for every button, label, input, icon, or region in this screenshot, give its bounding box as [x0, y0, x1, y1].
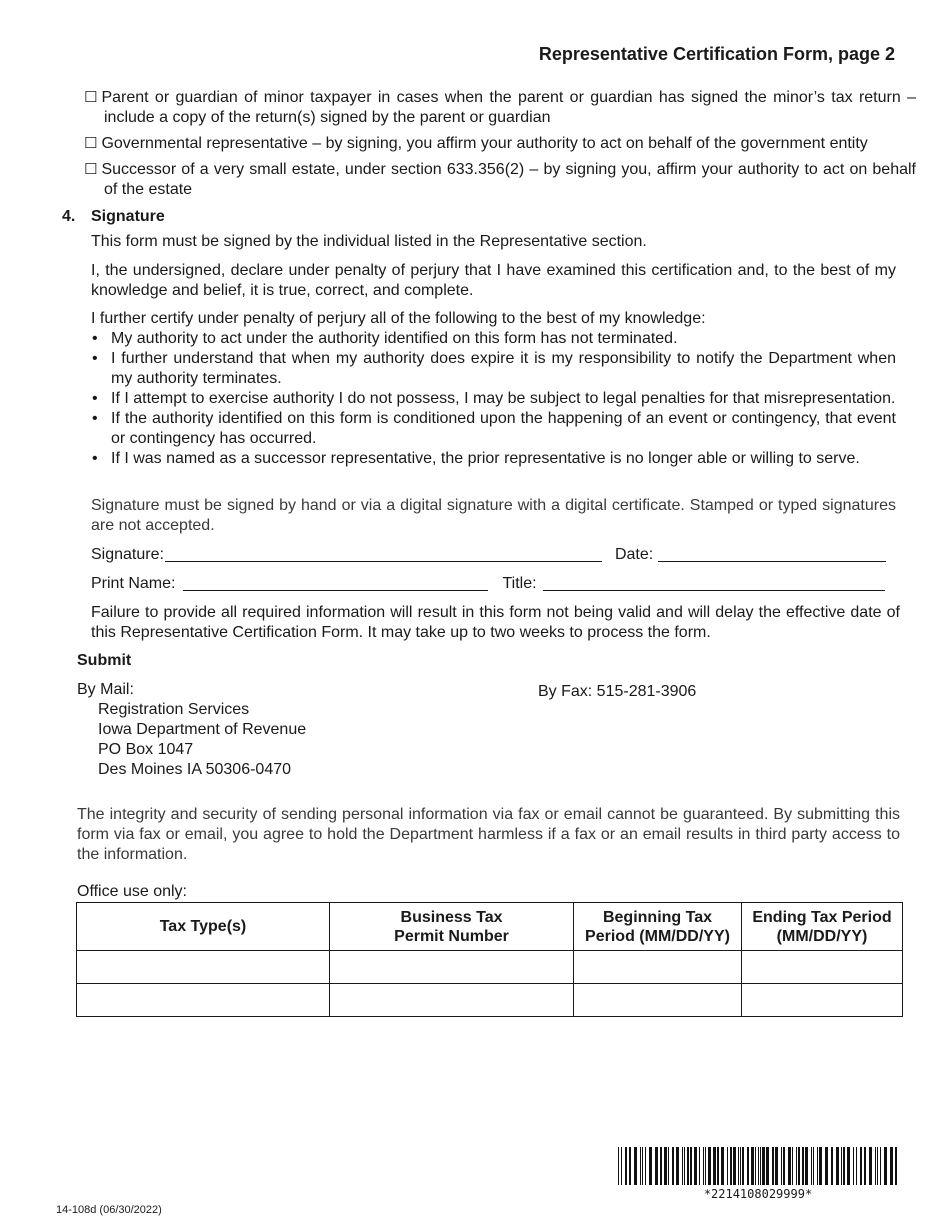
checkbox-parent-guardian[interactable] [84, 87, 916, 128]
barcode-bar [703, 1147, 704, 1185]
table-cell[interactable] [742, 984, 903, 1017]
office-use-label: Office use only: [77, 883, 187, 900]
fax-number: By Fax: 515-281-3906 [538, 683, 697, 700]
checkbox-icon[interactable]: ☐ [84, 134, 98, 152]
table-row [77, 984, 903, 1017]
name-title-row [91, 574, 896, 594]
barcode-bar [708, 1147, 711, 1185]
barcode-bar [747, 1147, 749, 1185]
barcode-bar [660, 1147, 662, 1185]
barcode-bar [664, 1147, 667, 1185]
barcode-bar [642, 1147, 643, 1185]
table-cell[interactable] [574, 951, 742, 984]
barcode-bar [629, 1147, 631, 1185]
print-name-field[interactable] [183, 575, 488, 591]
list-item: • If I was named as a successor representative, the prior representative is no longer able or willing to serve. [91, 449, 896, 469]
signature-label: Signature: [91, 546, 164, 563]
barcode-bar [895, 1147, 897, 1185]
checkbox-label: Parent or guardian of minor taxpayer in cases when the parent or guardian has signed the minor’s tax return – include a copy of the return(s) signed by the parent or guardian [101, 89, 916, 126]
barcode-bar [621, 1147, 622, 1185]
barcode-bar [825, 1147, 828, 1185]
column-header-ending-period: Ending Tax Period (MM/DD/YY) [742, 903, 903, 951]
mail-label: By Mail: [77, 681, 134, 698]
barcode-bar [884, 1147, 887, 1185]
barcode-bar [841, 1147, 842, 1185]
barcode-bar [847, 1147, 850, 1185]
address-line: Iowa Department of Revenue [98, 721, 307, 738]
certification-list [91, 329, 896, 469]
table-cell[interactable] [574, 984, 742, 1017]
date-label: Date: [614, 546, 654, 563]
barcode-bar [625, 1147, 627, 1185]
list-item: • My authority to act under the authority identified on this form has not terminated. [91, 329, 896, 349]
barcode-bar [751, 1147, 754, 1185]
barcode-bar [856, 1147, 857, 1185]
barcode-bar [877, 1147, 878, 1185]
barcode-bar [738, 1147, 739, 1185]
barcode-bar [802, 1147, 804, 1185]
barcode-bar [811, 1147, 812, 1185]
barcode-bar [875, 1147, 876, 1185]
section-title-signature: Signature [91, 208, 165, 225]
barcode-bar [672, 1147, 674, 1185]
barcode-bar [864, 1147, 866, 1185]
list-item: • I further understand that when my authority does expire it is my responsibility to notify the Department when my authority terminates. [91, 349, 896, 389]
barcode-bar [831, 1147, 833, 1185]
title-label: Title: [502, 575, 537, 592]
further-certify-heading: I further certify under penalty of perjury all of the following to the best of my knowledge: [91, 310, 706, 327]
checkbox-governmental-representative[interactable] [84, 133, 916, 154]
office-use-table [76, 902, 903, 1017]
address-line: Registration Services [98, 701, 250, 718]
fax-email-disclaimer: The integrity and security of sending personal information via fax or email cannot be guaranteed. By submitting this form via fax or email, you agree to hold the Department harmless if a fax or an email results in third party access to the information. [77, 806, 900, 863]
barcode-bar [687, 1147, 689, 1185]
checkbox-label: Successor of a very small estate, under section 633.356(2) – by signing you, affirm your authority to act on behalf of the estate [101, 161, 916, 198]
signature-date-row [91, 545, 896, 565]
checkbox-icon[interactable]: ☐ [84, 88, 98, 106]
barcode-bar [618, 1147, 619, 1185]
barcode-bar [772, 1147, 774, 1185]
table-cell[interactable] [742, 951, 903, 984]
submit-heading: Submit [77, 652, 132, 669]
barcode-bar [860, 1147, 862, 1185]
barcode-bar [788, 1147, 791, 1185]
barcode-bar [690, 1147, 692, 1185]
failure-note: Failure to provide all required information will result in this form not being valid and will delay the effective date of this Representative Certification Form. It may take up to two weeks to process the form. [91, 604, 900, 641]
barcode-bar [740, 1147, 741, 1185]
page-title: Representative Certification Form, page 2 [538, 44, 895, 64]
barcode-bar [733, 1147, 736, 1185]
barcode-bar [798, 1147, 800, 1185]
barcode-bar [819, 1147, 822, 1185]
column-header-permit-number: Business Tax Permit Number [330, 903, 574, 951]
barcode-bar [730, 1147, 732, 1185]
barcode-bar [640, 1147, 641, 1185]
barcode-bar [713, 1147, 716, 1185]
table-cell[interactable] [330, 951, 574, 984]
barcode-bar [783, 1147, 785, 1185]
barcode-bar [758, 1147, 759, 1185]
barcode-bar [705, 1147, 706, 1185]
barcode-bar [742, 1147, 744, 1185]
table-cell[interactable] [77, 984, 330, 1017]
barcode-bar [649, 1147, 652, 1185]
title-field[interactable] [543, 575, 885, 591]
list-item: • If the authority identified on this form is conditioned upon the happening of an event or contingency, that event or contingency has occurred. [91, 409, 896, 449]
barcode-bar [668, 1147, 669, 1185]
barcode-bar [781, 1147, 782, 1185]
signature-intro: This form must be signed by the individual listed in the Representative section. [91, 233, 647, 250]
barcode-bar [843, 1147, 845, 1185]
signature-note: Signature must be signed by hand or via a digital signature with a digital certificate. Stamped or typed signatures are not accepted. [91, 497, 896, 534]
address-line: PO Box 1047 [98, 741, 194, 758]
barcode-bar [796, 1147, 797, 1185]
checkbox-icon[interactable]: ☐ [84, 160, 98, 178]
barcode-bar [813, 1147, 814, 1185]
barcode-image [618, 1147, 898, 1185]
section-number: 4. [62, 208, 76, 225]
barcode-bar [655, 1147, 658, 1185]
barcode-bar [805, 1147, 808, 1185]
mail-address-block [77, 680, 306, 780]
barcode-bar [721, 1147, 724, 1185]
table-cell[interactable] [77, 951, 330, 984]
checkbox-label: Governmental representative – by signing, you affirm your authority to act on behalf of the government entity [101, 135, 868, 152]
barcode-bar [853, 1147, 854, 1185]
address-line: Des Moines IA 50306-0470 [98, 761, 292, 778]
table-row [77, 951, 903, 984]
barcode-bar [634, 1147, 637, 1185]
barcode-bar [717, 1147, 719, 1185]
barcode-bar [817, 1147, 818, 1185]
column-header-tax-type: Tax Type(s) [77, 903, 330, 951]
table-cell[interactable] [330, 984, 574, 1017]
date-field[interactable] [658, 546, 886, 562]
barcode-bar [890, 1147, 893, 1185]
barcode-bar [684, 1147, 685, 1185]
list-item: • If I attempt to exercise authority I do not possess, I may be subject to legal penalties for that misrepresentation. [91, 389, 896, 409]
barcode-bar [766, 1147, 769, 1185]
barcode-bar [792, 1147, 793, 1185]
barcode-bar [755, 1147, 756, 1185]
barcode-bar [699, 1147, 700, 1185]
checkbox-successor-small-estate[interactable] [84, 159, 916, 200]
barcode-bar [762, 1147, 765, 1185]
barcode-bar [760, 1147, 761, 1185]
barcode-number: *2214108029999* [703, 1187, 813, 1201]
barcode-bar [676, 1147, 679, 1185]
barcode-bar [869, 1147, 872, 1185]
barcode-bar [775, 1147, 778, 1185]
barcode-bar [880, 1147, 881, 1185]
barcode-bar [727, 1147, 728, 1185]
barcode-bar [694, 1147, 697, 1185]
barcode-bar [682, 1147, 683, 1185]
column-header-beginning-period: Beginning Tax Period (MM/DD/YY) [574, 903, 742, 951]
barcode-bar [645, 1147, 646, 1185]
print-name-label: Print Name: [91, 575, 176, 592]
table-header-row [77, 903, 903, 951]
perjury-declaration: I, the undersigned, declare under penalty of perjury that I have examined this certification and, to the best of my knowledge and belief, it is true, correct, and complete. [91, 262, 896, 299]
barcode-bar [836, 1147, 839, 1185]
form-id: 14-108d (06/30/2022) [56, 1204, 162, 1216]
signature-field[interactable] [165, 546, 602, 562]
